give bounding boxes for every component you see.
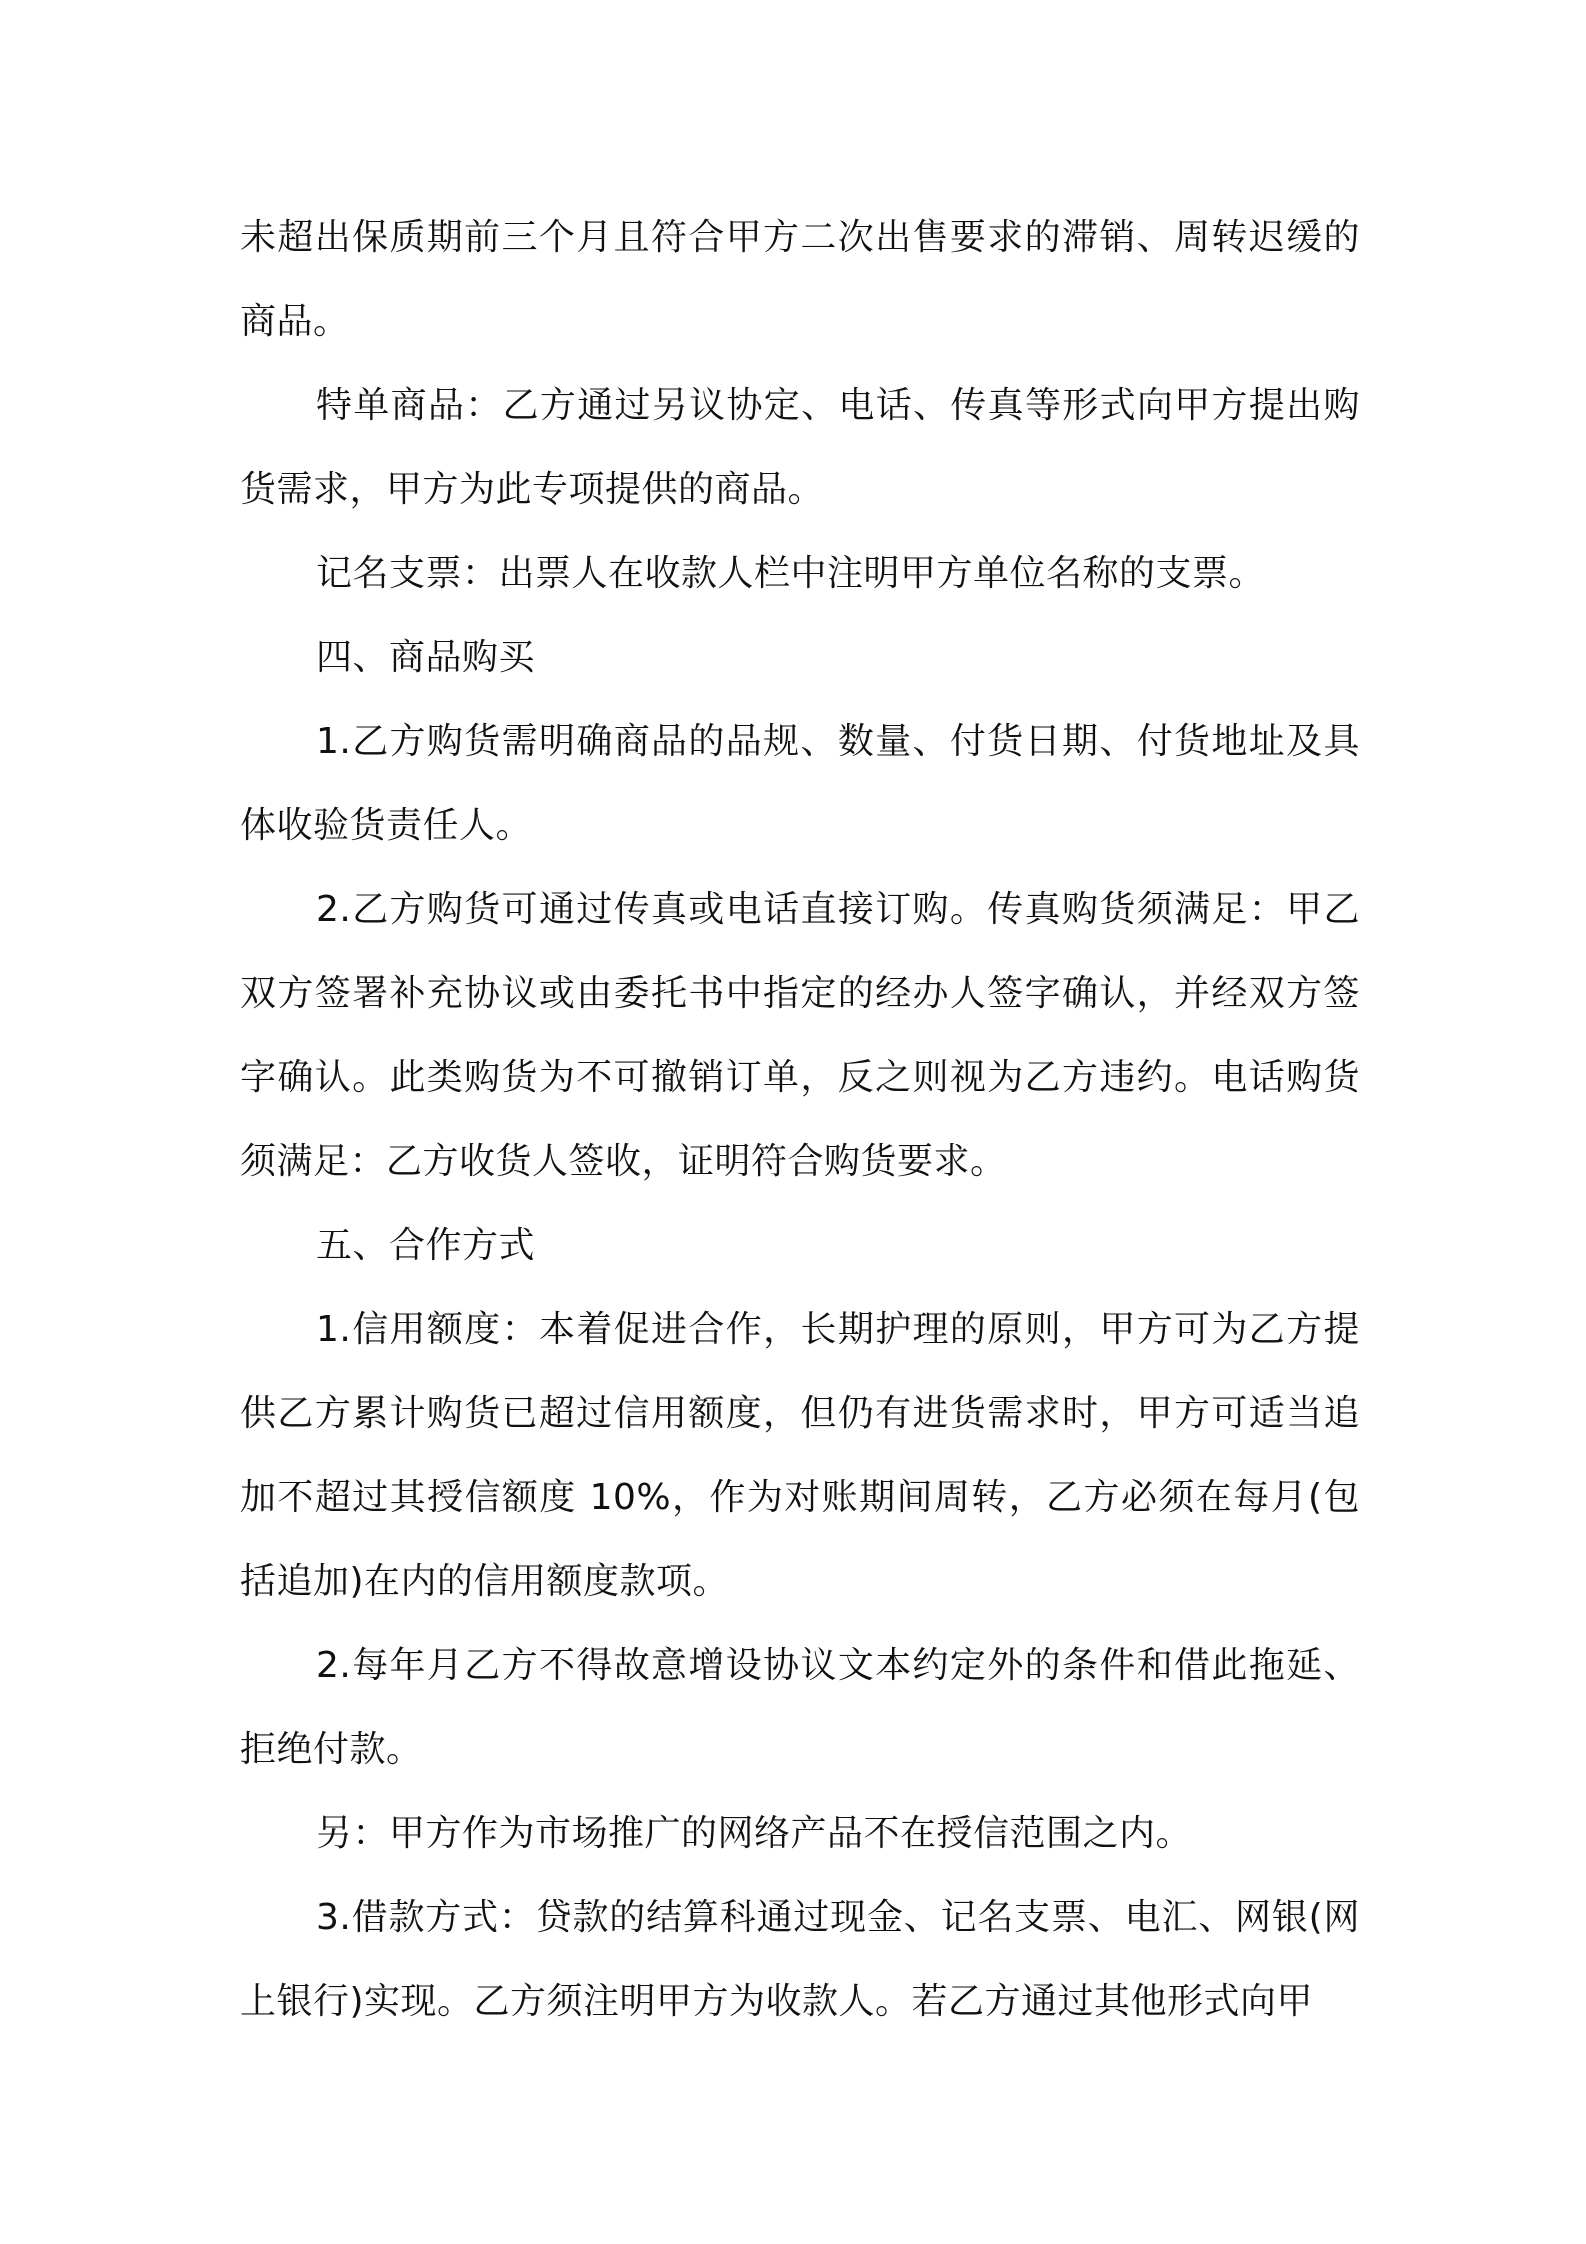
paragraph-expired-goods-definition: 未超出保质期前三个月且符合甲方二次出售要求的滞销、周转迟缓的商品。 <box>240 217 1360 342</box>
paragraph-named-check: 记名支票：出票人在收款人栏中注明甲方单位名称的支票。 <box>316 553 1266 594</box>
paragraph-payment-method: 3.借款方式：贷款的结算科通过现金、记名支票、电汇、网银(网上银行)实现。乙方须注明甲方为收款人。若乙方通过其他形式向甲 <box>240 1897 1360 2022</box>
paragraph-network-products-note: 另：甲方作为市场推广的网络产品不在授信范围之内。 <box>316 1813 1193 1854</box>
paragraph-purchase-item-1: 1.乙方购货需明确商品的品规、数量、付货日期、付货地址及具体收验货责任人。 <box>240 721 1360 846</box>
section-heading-cooperation-method: 五、合作方式 <box>316 1225 536 1266</box>
paragraph-purchase-item-2: 2.乙方购货可通过传真或电话直接订购。传真购货须满足：甲乙双方签署补充协议或由委托书中指定的经办人签字确认，并经双方签字确认。此类购货为不可撤销订单，反之则视为乙方违约。电话购货须满足：乙方收货人签收，证明符合购货要求。 <box>240 889 1360 1182</box>
document-body <box>240 196 1360 2044</box>
paragraph-credit-limit: 1.信用额度：本着促进合作，长期护理的原则，甲方可为乙方提供乙方累计购货已超过信用额度，但仍有进货需求时，甲方可适当追加不超过其授信额度 10%，作为对账期间周转，乙方必须在每月(包括追加)在内的信用额度款项。 <box>240 1309 1360 1602</box>
paragraph-no-extra-conditions: 2.每年月乙方不得故意增设协议文本约定外的条件和借此拖延、拒绝付款。 <box>240 1645 1360 1770</box>
paragraph-special-order-goods: 特单商品：乙方通过另议协定、电话、传真等形式向甲方提出购货需求，甲方为此专项提供的商品。 <box>240 385 1360 510</box>
section-heading-goods-purchase: 四、商品购买 <box>316 637 536 678</box>
